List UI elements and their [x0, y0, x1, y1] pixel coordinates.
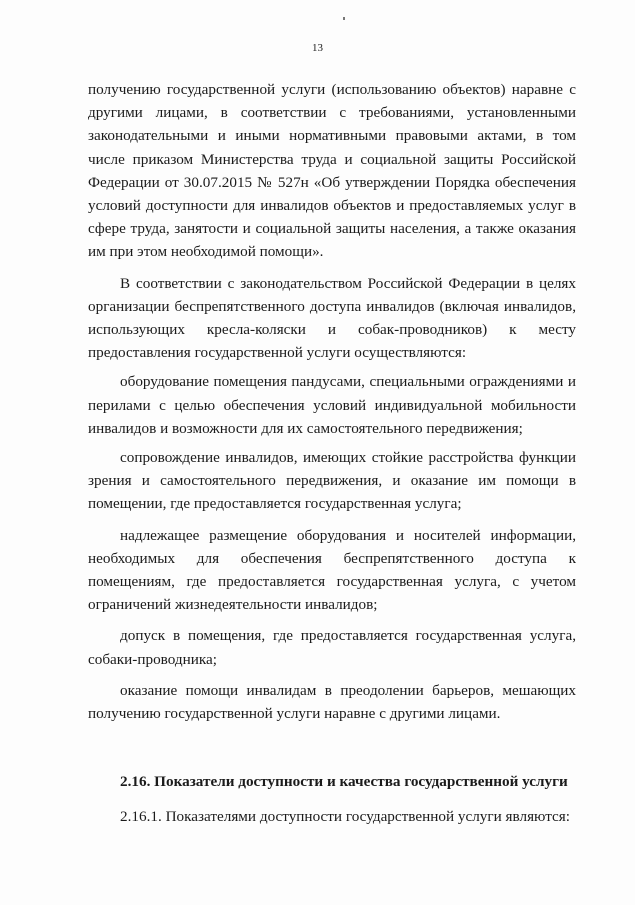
list-item-ramps: оборудование помещения пандусами, специальными ограждениями и перилами с целью обеспечения условий индивидуальной мобильности инвалидов и возможности для их самостоятельного передвижения;: [88, 373, 576, 437]
list-item-barrier-help: оказание помощи инвалидам в преодолении барьеров, мешающих получению государственной услуги наравне с другими лицами.: [88, 681, 576, 723]
subsection-text: 2.16.1. Показателями доступности государственной услуги являются:: [120, 808, 570, 825]
document-body: [88, 78, 576, 725]
list-item-information-carriers: надлежащее размещение оборудования и носителей информации, необходимых для обеспечения беспрепятственного доступа к помещениям, где предоставляется государственная услуга, с учетом ограничений жизнедеятельности инвалидов;: [88, 526, 576, 614]
list-item-guide-dog: допуск в помещения, где предоставляется государственная услуга, собаки-проводника;: [88, 627, 576, 668]
paragraph-continuation: получению государственной услуги (использованию объектов) наравне с другими лицами, в соответствии с требованиями, установленными законодательными и иными нормативными правовыми актами, в том числе приказом Министерства труда и социальной защиты Российской Федерации от 30.07.2015 № 527н «Об утверждении Порядка обеспечения условий доступности для инвалидов объектов и предоставляемых услуг в сфере труда, занятости и социальной защиты населения, а также оказания им при этом необходимой помощи».: [88, 81, 576, 261]
list-item-escort: сопровождение инвалидов, имеющих стойкие расстройства функции зрения и самостоятельного передвижения, и оказание им помощи в помещении, где предоставляется государственная услуга;: [88, 449, 576, 513]
scan-speck: [343, 17, 345, 20]
page-number: 13: [312, 42, 323, 54]
paragraph-accessibility-intro: В соответствии с законодательством Российской Федерации в целях организации беспрепятственного доступа инвалидов (включая инвалидов, использующих кресла-коляски и собак-проводников) к месту предоставления государственной услуги осуществляются:: [88, 274, 576, 362]
section-heading: 2.16. Показатели доступности и качества государственной услуги: [120, 773, 568, 790]
